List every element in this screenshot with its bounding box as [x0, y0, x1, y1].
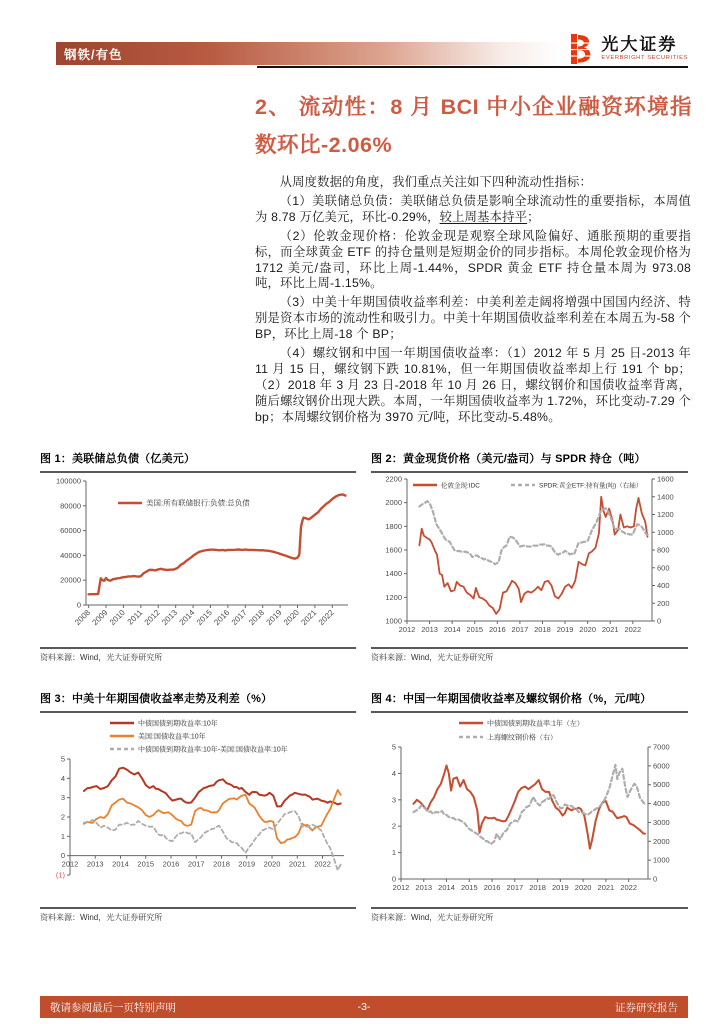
svg-text:2014: 2014 [443, 625, 461, 634]
svg-text:2016: 2016 [212, 608, 232, 627]
svg-text:1: 1 [391, 848, 396, 858]
svg-text:7000: 7000 [653, 742, 670, 752]
figure-3-source: 资料来源：Wind，光大证券研究所 [40, 907, 356, 923]
svg-text:5: 5 [391, 742, 396, 752]
figure-2-chart-canvas [371, 473, 688, 646]
svg-text:80000: 80000 [60, 501, 81, 511]
svg-text:2009: 2009 [90, 608, 110, 627]
svg-text:2019: 2019 [552, 883, 569, 892]
svg-text:2014: 2014 [438, 883, 455, 892]
svg-text:2000: 2000 [385, 498, 402, 508]
paragraph-text: （1）美联储总负债：美联储总负债是影响全球流动性的重要指标，本周值为 8.78 万亿美元，环比-0.29%， [255, 193, 691, 224]
figure-3 [40, 690, 356, 923]
svg-text:1: 1 [60, 831, 65, 841]
svg-text:2: 2 [60, 812, 65, 822]
svg-text:2021: 2021 [601, 625, 619, 634]
svg-text:2015: 2015 [137, 859, 155, 869]
svg-text:2022: 2022 [624, 625, 642, 634]
svg-text:2015: 2015 [194, 608, 214, 627]
figure-3-chart-canvas [40, 713, 356, 906]
svg-text:2022: 2022 [314, 859, 331, 869]
svg-text:美国:所有联储银行:负债:总负债: 美国:所有联储银行:负债:总负债 [146, 498, 250, 508]
svg-text:1400: 1400 [657, 492, 674, 502]
svg-text:1600: 1600 [385, 545, 402, 555]
svg-text:中债国债到期收益率:10年: 中债国债到期收益率:10年 [138, 720, 218, 728]
figure-1 [40, 450, 356, 663]
svg-text:美国:国债收益率:10年: 美国:国债收益率:10年 [138, 733, 206, 741]
svg-text:60000: 60000 [60, 526, 81, 536]
svg-text:2013: 2013 [160, 608, 180, 627]
svg-text:2013: 2013 [86, 859, 104, 869]
svg-text:2000: 2000 [653, 836, 670, 846]
svg-text:1200: 1200 [657, 510, 674, 519]
svg-text:1800: 1800 [385, 521, 402, 531]
footer-bar [40, 996, 688, 1018]
svg-text:2012: 2012 [142, 608, 162, 627]
svg-text:3: 3 [391, 795, 396, 805]
svg-text:20000: 20000 [60, 575, 81, 585]
svg-text:2013: 2013 [415, 883, 433, 892]
svg-text:4: 4 [60, 773, 65, 783]
svg-text:2022: 2022 [620, 883, 637, 892]
svg-text:2016: 2016 [488, 625, 506, 634]
svg-text:1000: 1000 [653, 855, 670, 865]
figure-2 [371, 450, 688, 663]
svg-text:2008: 2008 [73, 608, 93, 627]
underlined-text: 较上周基本持平 [439, 209, 528, 224]
svg-text:2012: 2012 [61, 859, 79, 869]
svg-text:2: 2 [391, 821, 396, 831]
svg-text:1200: 1200 [385, 592, 402, 602]
svg-text:3000: 3000 [653, 817, 670, 827]
figure-1-title: 图 1：美联储总负债（亿美元） [40, 450, 356, 473]
svg-text:中债国债到期收益率:10年-美国:国债收益率:10年: 中债国债到期收益率:10年-美国:国债收益率:10年 [138, 746, 288, 754]
svg-text:100000: 100000 [55, 476, 81, 486]
svg-text:6000: 6000 [653, 761, 670, 771]
sector-label: 钢铁/有色 [64, 47, 123, 62]
svg-text:2017: 2017 [187, 859, 205, 869]
svg-text:1000: 1000 [385, 616, 402, 626]
svg-text:2021: 2021 [288, 859, 306, 869]
svg-text:2021: 2021 [299, 608, 319, 627]
paragraph-fed-liabilities [255, 194, 691, 226]
svg-text:40000: 40000 [60, 550, 81, 560]
svg-text:400: 400 [657, 581, 670, 590]
brand-name: 光大证券 [601, 35, 678, 55]
svg-text:1400: 1400 [385, 569, 402, 579]
figure-2-source: 资料来源：Wind，光大证券研究所 [371, 647, 688, 663]
svg-text:1600: 1600 [657, 474, 674, 484]
svg-text:2019: 2019 [238, 859, 256, 869]
figure-4-chart-canvas [371, 713, 688, 906]
svg-text:上海螺纹钢价格（右）: 上海螺纹钢价格（右） [487, 734, 557, 742]
svg-text:2020: 2020 [579, 625, 596, 634]
svg-text:3: 3 [60, 793, 65, 803]
svg-text:0: 0 [60, 851, 65, 861]
figure-1-chart-canvas [40, 473, 356, 646]
svg-text:2013: 2013 [421, 625, 438, 634]
svg-text:2014: 2014 [112, 859, 129, 869]
paragraph-rebar: （4）螺纹钢和中国一年期国债收益率：（1）2012 年 5 月 25 日-2013 年 11 月 15 日，螺纹钢下跌 10.81%，但一年期国债收益率却上行 191 个 bp；（2）2018 年 3 月 23 日-2018 年 10 月 26 日，螺纹钢价和国债收益率背离，随后螺纹钢价出现大跌。本周，一年期国债收益率为 1.72%，环比变动-7.29 个 bp；本周螺纹钢价格为 3970 元/吨，环比变动-5.48%。 [255, 346, 691, 424]
svg-text:2020: 2020 [574, 883, 592, 892]
svg-text:2018: 2018 [247, 608, 267, 627]
svg-text:SPDR:黄金ETF:持有量(吨)（右轴）: SPDR:黄金ETF:持有量(吨)（右轴） [539, 482, 643, 490]
svg-text:2200: 2200 [385, 474, 402, 484]
svg-text:2018: 2018 [529, 883, 546, 892]
svg-text:(1): (1) [55, 870, 65, 880]
svg-text:1000: 1000 [657, 527, 674, 537]
figure-1-source: 资料来源：Wind，光大证券研究所 [40, 647, 356, 663]
svg-text:2018: 2018 [213, 859, 230, 869]
svg-text:4: 4 [391, 768, 396, 778]
header-rule [257, 66, 688, 68]
figure-3-title: 图 3：中美十年期国债收益率走势及利差（%） [40, 690, 356, 713]
svg-text:2015: 2015 [466, 625, 484, 634]
header-banner [56, 42, 561, 65]
svg-text:中债国债到期收益率:1年（左）: 中债国债到期收益率:1年（左） [487, 720, 584, 728]
figure-4-source: 资料来源：Wind，光大证券研究所 [371, 907, 688, 923]
svg-text:2011: 2011 [125, 608, 145, 627]
svg-text:2021: 2021 [597, 883, 615, 892]
svg-text:600: 600 [657, 563, 670, 573]
svg-text:0: 0 [391, 874, 396, 884]
svg-text:0: 0 [657, 616, 662, 626]
svg-text:0: 0 [653, 874, 658, 884]
svg-text:伦敦金现:IDC: 伦敦金现:IDC [441, 482, 480, 490]
svg-text:2016: 2016 [162, 859, 180, 869]
svg-text:2016: 2016 [483, 883, 501, 892]
svg-text:2018: 2018 [534, 625, 551, 634]
svg-text:2020: 2020 [281, 608, 301, 627]
paragraph-intro: 从周度数据的角度，我们重点关注如下四种流动性指标： [279, 175, 593, 189]
svg-text:2015: 2015 [460, 883, 478, 892]
svg-text:2012: 2012 [398, 625, 416, 634]
svg-text:2017: 2017 [229, 608, 249, 627]
svg-text:2020: 2020 [263, 859, 281, 869]
section-title: 2、 流动性：8 月 BCI 中小企业融资环境指数环比-2.06% [255, 95, 692, 157]
paragraph-yield-spread: （3）中美十年期国债收益率利差：中美利差走阔将增强中国国内经济、特别是资本市场的流动性和吸引力。中美十年期国债收益率利差在本周五为-58 个 BP，环比上周-18 个 BP； [255, 295, 691, 342]
svg-text:4000: 4000 [653, 799, 670, 809]
svg-text:800: 800 [657, 545, 670, 555]
brand-mark-icon [569, 34, 595, 64]
svg-text:5: 5 [60, 754, 65, 764]
figure-4-title: 图 4：中国一年期国债收益率及螺纹钢价格（%，元/吨） [371, 690, 688, 713]
svg-text:2010: 2010 [107, 608, 127, 627]
footer-page-number: -3- [357, 1001, 371, 1013]
brand-logo [569, 34, 688, 64]
svg-text:2019: 2019 [264, 608, 284, 627]
body-text [255, 175, 691, 429]
svg-text:200: 200 [657, 598, 670, 608]
svg-text:2012: 2012 [392, 883, 410, 892]
svg-text:5000: 5000 [653, 780, 670, 790]
footer-report-type: 证券研究报告 [615, 1001, 678, 1014]
paragraph-text: ； [527, 209, 540, 224]
svg-text:2019: 2019 [556, 625, 574, 634]
svg-text:2017: 2017 [506, 883, 524, 892]
footer-disclaimer: 敬请参阅最后一页特别声明 [50, 1001, 176, 1014]
svg-text:0: 0 [76, 600, 81, 610]
svg-text:2022: 2022 [316, 608, 336, 627]
figure-4 [371, 690, 688, 923]
svg-text:2014: 2014 [177, 608, 197, 627]
paragraph-gold: （2）伦敦金现价格：伦敦金现是观察全球风险偏好、通胀预期的重要指标，而全球黄金 ETF 的持仓量则是短期金价的同步指标。本周伦敦金现价格为 1712 美元/盎司，环比上周-1.44%，SPDR 黄金 ETF 持仓量本周为 973.08 吨，环比上周-1.15%。 [255, 228, 691, 291]
figure-2-title: 图 2：黄金现货价格（美元/盎司）与 SPDR 持仓（吨） [371, 450, 688, 473]
svg-text:2017: 2017 [511, 625, 529, 634]
brand-name-en: EVERBRIGHT SECURITIES [601, 54, 688, 61]
